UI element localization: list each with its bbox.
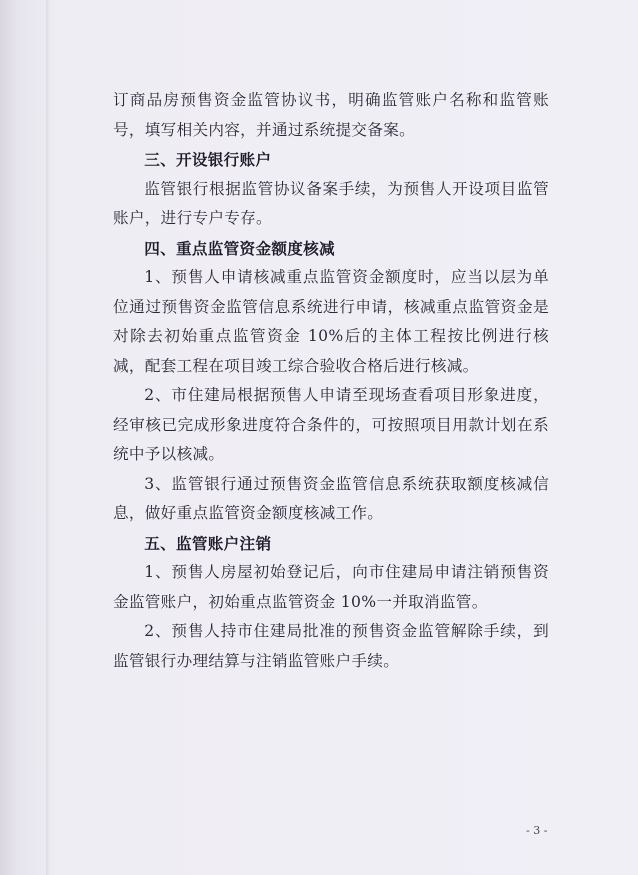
section-heading-account-cancellation: 五、监管账户注销 — [144, 533, 272, 553]
document-body — [113, 86, 549, 676]
paragraph-reduction-2: 2、市住建局根据预售人申请至现场查看项目形象进度，经审核已完成形象进度符合条件的，可按照项目用款计划在系统中予以核减。 — [113, 386, 549, 463]
paragraph-open-account: 监管银行根据监管协议备案手续，为预售人开设项目监管账户，进行专户专存。 — [113, 179, 549, 227]
section-heading-fund-reduction: 四、重点监管资金额度核减 — [144, 238, 335, 258]
paragraph-reduction-3: 3、监管银行通过预售资金监管信息系统获取额度核减信息，做好重点监管资金额度核减工作。 — [113, 474, 549, 522]
page-number: - 3 - — [526, 824, 548, 837]
paragraph-reduction-1: 1、预售人申请核减重点监管资金额度时，应当以层为单位通过预售资金监管信息系统进行申请，核减重点监管资金是对除去初始重点监管资金 10%后的主体工程按比例进行核减，配套工程在项目竣工综合验收合格后进行核减。 — [113, 268, 549, 375]
section-heading-open-bank-account: 三、开设银行账户 — [144, 150, 272, 169]
paragraph-cancellation-1: 1、预售人房屋初始登记后，向市住建局申请注销预售资金监管账户，初始重点监管资金 10%一并取消监管。 — [113, 563, 549, 611]
paragraph-cancellation-2: 2、预售人持市住建局批准的预售资金监管解除手续，到监管银行办理结算与注销监管账户手续。 — [113, 622, 549, 670]
paragraph-continuation: 订商品房预售资金监管协议书，明确监管账户名称和监管账号，填写相关内容，并通过系统提交备案。 — [113, 91, 549, 139]
page-fold-shadow — [46, 0, 50, 875]
